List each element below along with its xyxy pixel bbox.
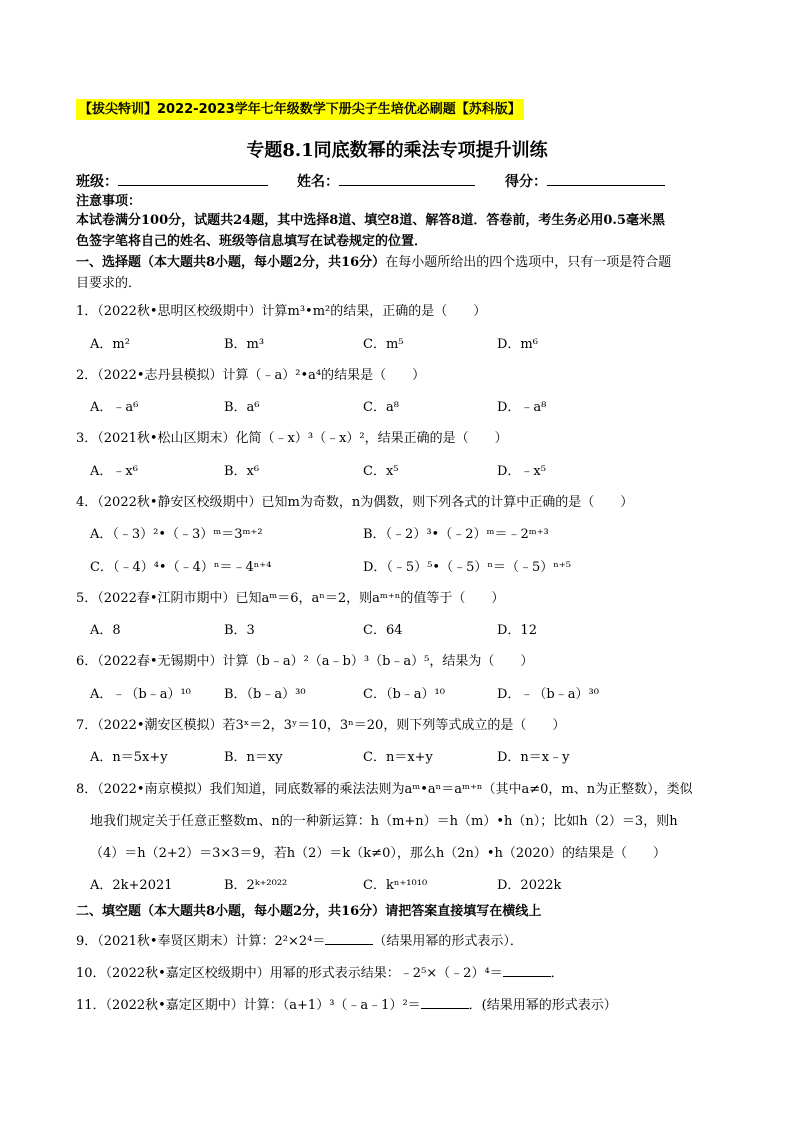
q4-stem: 4．（2022秋•静安区校级期中）已知m为奇数，n为偶数，则下列各式的计算中正确的是（ ） xyxy=(76,495,634,510)
q8-option-d[interactable]: D．2022k xyxy=(497,878,562,893)
notice-heading: 注意事项： xyxy=(76,194,142,209)
q9-prefix: 9．（2021秋•奉贤区期末）计算：2²×2⁴＝ xyxy=(76,934,326,949)
q1-option-c[interactable]: C．m⁵ xyxy=(363,337,404,352)
q11-prefix: 11．（2022秋•嘉定区期中）计算：（a+1）³（﹣a﹣1）²＝ xyxy=(76,998,421,1013)
header-banner: 【拔尖特训】2022-2023学年七年级数学下册尖子生培优必刷题【苏科版】 xyxy=(76,99,524,120)
q1-option-b[interactable]: B．m³ xyxy=(224,337,265,352)
section1-heading-bold: 一、选择题（本大题共8小题，每小题2分，共16分） xyxy=(76,255,386,270)
q11-line xyxy=(76,995,617,1015)
q4-option-a[interactable]: A．（﹣3）²•（﹣3）ᵐ＝3ᵐ⁺² xyxy=(90,527,263,542)
class-label: 班级： xyxy=(76,174,118,190)
q1-stem: 1．（2022秋•思明区校级期中）计算m³•m²的结果，正确的是（ ） xyxy=(76,304,487,319)
q7-option-b[interactable]: B．n＝xy xyxy=(224,750,283,765)
notice-line-2: 色签字笔将自己的姓名、班级等信息填写在试卷规定的位置． xyxy=(76,234,428,249)
q1-option-a[interactable]: A．m² xyxy=(90,337,130,352)
section2-heading-rest: 请把答案直接填写在横线上 xyxy=(385,904,542,919)
q4-option-c[interactable]: C．（﹣4）⁴•（﹣4）ⁿ＝﹣4ⁿ⁺⁴ xyxy=(90,560,272,575)
q6-option-d[interactable]: D．﹣（b﹣a）³⁰ xyxy=(497,687,599,702)
q8-stem-line1: 8．（2022•南京模拟）我们知道，同底数幂的乘法法则为aᵐ•aⁿ＝aᵐ⁺ⁿ（其中a≠0，m、n为正整数），类似 xyxy=(76,782,693,797)
q3-stem: 3．（2021秋•松山区期末）化简（﹣x）³（﹣x）²，结果正确的是（ ） xyxy=(76,431,508,446)
q6-option-c[interactable]: C．（b﹣a）¹⁰ xyxy=(363,687,445,702)
q2-option-c[interactable]: C．a⁸ xyxy=(363,400,399,415)
score-blank[interactable] xyxy=(547,171,665,186)
q5-option-a[interactable]: A．8 xyxy=(90,623,121,638)
section2-heading-bold: 二、填空题（本大题共8小题，每小题2分，共16分） xyxy=(76,904,386,919)
name-label: 姓名： xyxy=(297,174,339,190)
class-field xyxy=(76,171,268,191)
q5-option-c[interactable]: C．64 xyxy=(363,623,403,638)
q3-option-a[interactable]: A．﹣x⁶ xyxy=(90,464,138,479)
notice-line-1: 本试卷满分100分，试题共24题，其中选择8道、填空8道、解答8道．答卷前，考生务必用0.5毫米黑 xyxy=(76,213,665,228)
score-label: 得分： xyxy=(505,174,547,190)
q2-option-a[interactable]: A．﹣a⁶ xyxy=(90,400,139,415)
q8-option-c[interactable]: C．kⁿ⁺¹⁰¹⁰ xyxy=(363,878,428,893)
q3-option-c[interactable]: C．x⁵ xyxy=(363,464,399,479)
q10-line xyxy=(76,963,564,983)
q8-stem-line2: 地我们规定关于任意正整数m、n的一种新运算：h（m+n）＝h（m）•h（n）；比如h（2）＝3，则h xyxy=(90,814,678,829)
q2-option-d[interactable]: D．﹣a⁸ xyxy=(497,400,547,415)
q4-option-d[interactable]: D．（﹣5）⁵•（﹣5）ⁿ＝（﹣5）ⁿ⁺⁵ xyxy=(363,560,571,575)
q9-line xyxy=(76,931,523,951)
q10-prefix: 10．（2022秋•嘉定区校级期中）用幂的形式表示结果：﹣2⁵×（﹣2）⁴＝ xyxy=(76,966,503,981)
q9-answer-blank[interactable] xyxy=(325,931,373,945)
q6-stem: 6．（2022春•无锡期中）计算（b﹣a）²（a﹣b）³（b﹣a）⁵，结果为（ ） xyxy=(76,654,534,669)
q9-suffix: （结果用幂的形式表示）． xyxy=(373,934,523,949)
q2-option-b[interactable]: B．a⁶ xyxy=(224,400,260,415)
section1-heading-line2: 目要求的． xyxy=(76,276,142,291)
q7-option-a[interactable]: A．n＝5x+y xyxy=(90,750,168,765)
q10-suffix: ． xyxy=(550,966,564,981)
q3-option-b[interactable]: B．x⁶ xyxy=(224,464,260,479)
q5-option-d[interactable]: D．12 xyxy=(497,623,537,638)
name-blank[interactable] xyxy=(339,171,475,186)
q2-stem: 2．（2022•志丹县模拟）计算（﹣a）²•a⁴的结果是（ ） xyxy=(76,368,426,383)
class-blank[interactable] xyxy=(118,171,268,186)
name-field xyxy=(297,171,475,191)
q4-option-b[interactable]: B．（﹣2）³•（﹣2）ᵐ＝﹣2ᵐ⁺³ xyxy=(363,527,549,542)
q8-option-b[interactable]: B．2ᵏ⁺²⁰²² xyxy=(224,878,288,893)
section1-heading xyxy=(76,254,671,272)
q1-option-d[interactable]: D．m⁶ xyxy=(497,337,538,352)
q5-option-b[interactable]: B．3 xyxy=(224,623,255,638)
q7-stem: 7．（2022•潮安区模拟）若3ˣ＝2，3ʸ＝10，3ⁿ＝20，则下列等式成立的是（ ） xyxy=(76,718,566,733)
q11-answer-blank[interactable] xyxy=(421,995,469,1009)
q7-option-c[interactable]: C．n＝x+y xyxy=(363,750,433,765)
q5-stem: 5．（2022春•江阴市期中）已知aᵐ＝6，aⁿ＝2，则aᵐ⁺ⁿ的值等于（ ） xyxy=(76,591,505,606)
section1-heading-rest: 在每小题所给出的四个选项中，只有一项是符合题 xyxy=(385,255,672,270)
q3-option-d[interactable]: D．﹣x⁵ xyxy=(497,464,546,479)
q11-suffix: ．(结果用幂的形式表示） xyxy=(468,998,617,1013)
page-title: 专题8.1同底数幂的乘法专项提升训练 xyxy=(246,140,548,161)
q7-option-d[interactable]: D．n＝x﹣y xyxy=(497,750,570,765)
q6-option-a[interactable]: A．﹣（b﹣a）¹⁰ xyxy=(90,687,191,702)
q6-option-b[interactable]: B．（b﹣a）³⁰ xyxy=(224,687,306,702)
score-field xyxy=(505,171,665,191)
q10-answer-blank[interactable] xyxy=(503,963,551,977)
q8-option-a[interactable]: A．2k+2021 xyxy=(90,878,173,893)
q8-stem-line3: （4）＝h（2+2）＝3×3＝9，若h（2）＝k（k≠0），那么h（2n）•h（2020）的结果是（ ） xyxy=(90,846,666,861)
section2-heading xyxy=(76,903,541,921)
